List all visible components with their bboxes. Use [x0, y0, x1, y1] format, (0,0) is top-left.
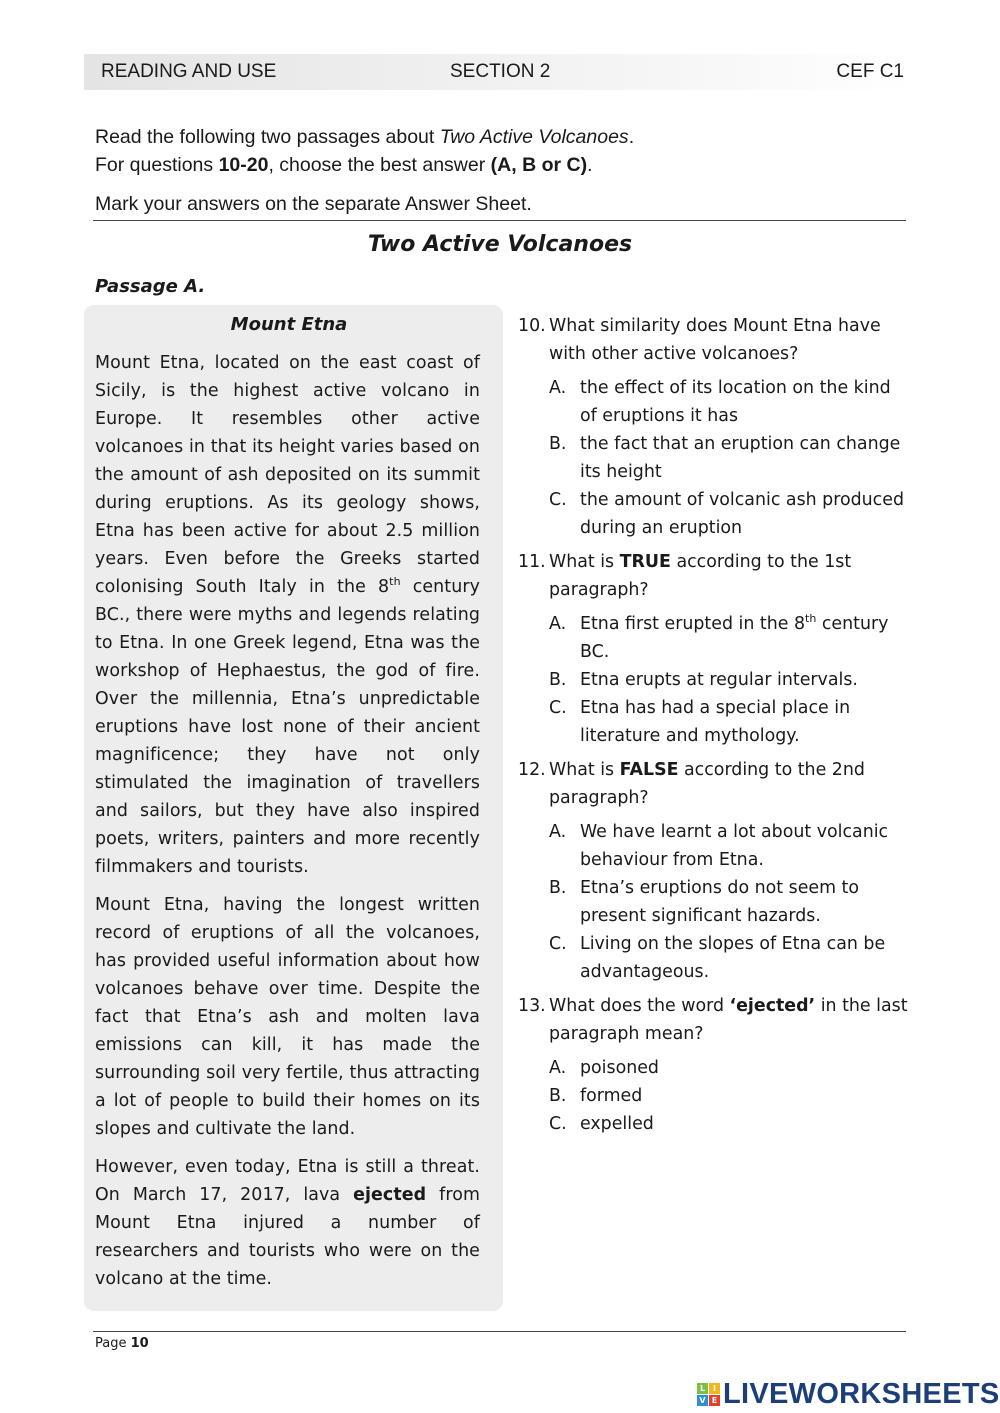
- question: [518, 756, 908, 986]
- option-letter: B.: [549, 1086, 567, 1106]
- highlighted-word: ejected: [353, 1185, 427, 1205]
- option-text: [580, 930, 908, 986]
- text: However, even today, Etna is still a threat. On March 17, 2017, lava: [95, 1157, 480, 1205]
- option-text: [580, 1082, 642, 1110]
- option-text: [580, 666, 858, 694]
- intro-title: Two Active Volcanoes: [439, 126, 629, 148]
- logo-badge-icon: [697, 1383, 720, 1406]
- intro-text: For questions: [95, 154, 219, 176]
- text: the amount of volcanic ash produced during an eruption: [580, 490, 904, 538]
- answer-choices: (A, B or C): [490, 154, 588, 176]
- text: formed: [580, 1086, 643, 1106]
- option-text: [580, 818, 908, 874]
- text: the fact that an eruption can change its height: [580, 434, 901, 482]
- superscript: th: [389, 575, 401, 589]
- intro-line-1: [95, 126, 634, 149]
- text: Etna’s eruptions do not seem to present significant hazards.: [580, 878, 860, 926]
- option-letter: B.: [549, 878, 567, 898]
- logo-badge-letter: E: [709, 1395, 720, 1406]
- text: We have learnt a lot about volcanic behaviour from Etna.: [580, 822, 889, 870]
- option-text: [580, 1054, 659, 1082]
- intro-text: .: [587, 154, 593, 176]
- question-number: 12.: [518, 760, 546, 780]
- intro-text: , choose the best answer: [268, 154, 491, 176]
- page-header: [84, 54, 914, 90]
- logo-text: LIVEWORKSHEETS: [723, 1378, 1000, 1410]
- text: in the last paragraph mean?: [549, 996, 908, 1044]
- text: according to the 1st paragraph?: [549, 552, 852, 600]
- answer-option[interactable]: [549, 486, 908, 542]
- footer-divider: [93, 1331, 906, 1332]
- passage-box: [84, 305, 503, 1311]
- superscript: th: [805, 612, 817, 626]
- logo-badge-letter: V: [697, 1395, 708, 1406]
- intro-line-2: [95, 154, 592, 177]
- option-text: [580, 430, 908, 486]
- paragraph-3: [95, 1153, 480, 1293]
- answer-option[interactable]: [549, 874, 908, 930]
- emphasis: TRUE: [619, 552, 671, 572]
- option-text: [580, 610, 908, 666]
- text: Etna has had a special place in literature and mythology.: [580, 698, 851, 746]
- intro-line-3: Mark your answers on the separate Answer Sheet.: [95, 193, 532, 215]
- intro-text: Read the following two passages about: [95, 126, 440, 148]
- question-stem: [518, 312, 908, 368]
- passage-heading: Mount Etna: [230, 314, 348, 335]
- question-text: [549, 992, 908, 1048]
- answer-option[interactable]: [549, 1082, 908, 1110]
- divider: [93, 220, 906, 221]
- option-letter: C.: [549, 934, 567, 954]
- answer-option[interactable]: [549, 374, 908, 430]
- option-letter: C.: [549, 1114, 567, 1134]
- option-letter: A.: [549, 1058, 567, 1078]
- text: Living on the slopes of Etna can be advantageous.: [580, 934, 886, 982]
- paragraph-1: [95, 349, 480, 881]
- text: from Mount Etna injured a number of researchers and tourists who were on the volcano at the time.: [95, 1185, 480, 1289]
- option-text: [580, 486, 908, 542]
- question-text: [549, 756, 908, 812]
- option-letter: B.: [549, 670, 567, 690]
- text: according to the 2nd paragraph?: [549, 760, 865, 808]
- text: Etna first erupted in the 8: [580, 614, 806, 634]
- page-number: 10: [130, 1336, 149, 1351]
- logo-badge-letter: L: [697, 1383, 708, 1394]
- text: poisoned: [580, 1058, 659, 1078]
- answer-option[interactable]: [549, 1110, 908, 1138]
- option-text: [580, 694, 908, 750]
- text: Etna erupts at regular intervals.: [580, 670, 858, 690]
- emphasis: ‘ejected’: [729, 996, 816, 1016]
- option-letter: A.: [549, 614, 567, 634]
- answer-option[interactable]: [549, 430, 908, 486]
- question-text: [549, 548, 908, 604]
- question-text: [549, 312, 908, 368]
- question: [518, 548, 908, 750]
- answer-option[interactable]: [549, 666, 908, 694]
- answer-option[interactable]: [549, 610, 908, 666]
- question-stem: [518, 756, 908, 812]
- option-text: [580, 374, 908, 430]
- paragraph-2: Mount Etna, having the longest written record of eruptions of all the volcanoes, has provided useful information about how volcanoes behave over time. Despite the fact that Etna’s ash and molten lava emissions can kill, it has made the surrounding soil very fertile, thus attracting a lot of people to build their homes on its slopes and cultivate the land.: [95, 895, 480, 1139]
- emphasis: FALSE: [619, 760, 679, 780]
- question-stem: [518, 992, 908, 1048]
- question-range: 10-20: [218, 154, 269, 176]
- text: century BC.: [580, 614, 889, 662]
- text: century BC., there were myths and legends relating to Etna. In one Greek legend, Etna was the workshop of Hephaestus, the god of fire. Over the millennia, Etna’s unpredictable eruptions have lost none of their ancient magnificence; they have not only stimulated the imagination of travellers and sailors, but they have also inspired poets, writers, painters and more recently filmmakers and tourists.: [95, 577, 480, 877]
- option-letter: B.: [549, 434, 567, 454]
- text: What is: [549, 760, 620, 780]
- text: What does the word: [549, 996, 730, 1016]
- page-footer: [95, 1336, 149, 1351]
- liveworksheets-logo: [697, 1378, 1000, 1411]
- option-letter: A.: [549, 378, 567, 398]
- option-letter: C.: [549, 698, 567, 718]
- question: [518, 312, 908, 542]
- option-text: [580, 874, 908, 930]
- header-level: CEF C1: [836, 61, 904, 82]
- question-number: 13.: [518, 996, 546, 1016]
- logo-badge-letter: I: [709, 1383, 720, 1394]
- option-letter: A.: [549, 822, 567, 842]
- question-stem: [518, 548, 908, 604]
- question-number: 10.: [518, 316, 546, 336]
- header-left: READING AND USE: [101, 61, 277, 82]
- option-letter: C.: [549, 490, 567, 510]
- header-section: SECTION 2: [450, 61, 551, 82]
- text: the effect of its location on the kind of eruptions it has: [580, 378, 891, 426]
- answer-option[interactable]: [549, 930, 908, 986]
- option-text: [580, 1110, 654, 1138]
- text: Mount Etna, located on the east coast of Sicily, is the highest active volcano in Europe. It resembles other active volcanoes in that its height varies based on the amount of ash deposited on its summit during eruptions. As its geology shows, Etna has been active for about 2.5 million years. Even before the Greeks started colonising South Italy in the 8: [95, 353, 480, 597]
- intro-text: .: [628, 126, 635, 148]
- questions-list: [518, 312, 908, 1144]
- answer-option[interactable]: [549, 818, 908, 874]
- page-title: Two Active Volcanoes: [367, 232, 633, 257]
- answer-option[interactable]: [549, 694, 908, 750]
- text: expelled: [580, 1114, 654, 1134]
- text: What is: [549, 552, 620, 572]
- passage-label: Passage A.: [95, 276, 206, 297]
- page-label: Page: [95, 1336, 131, 1351]
- question-number: 11.: [518, 552, 546, 572]
- text: What similarity does Mount Etna have with other active volcanoes?: [549, 316, 881, 364]
- answer-option[interactable]: [549, 1054, 908, 1082]
- question: [518, 992, 908, 1138]
